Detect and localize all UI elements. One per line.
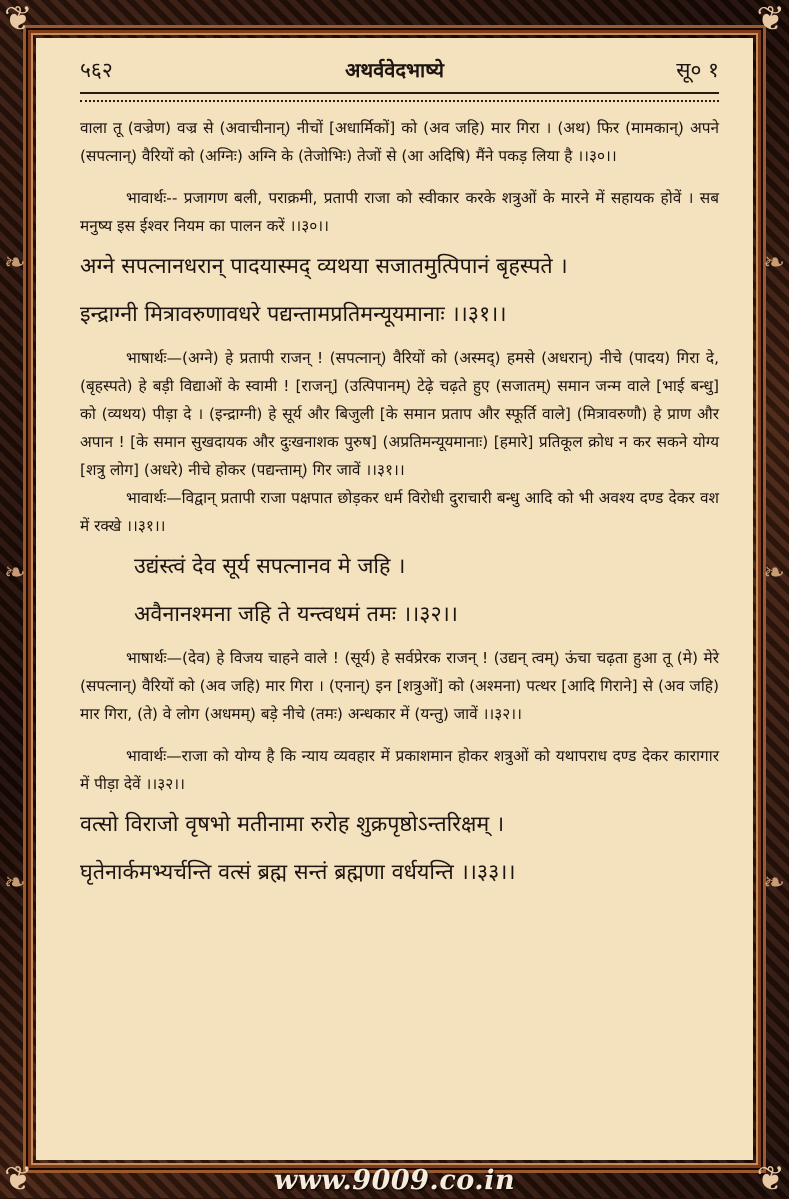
side-ornament-icon: ❧	[763, 870, 785, 896]
verse-33-line-1: वत्सो विराजो वृषभो मतीनामा रुरोह शुक्रपृष्ठोऽन्तरिक्षम् ।	[80, 806, 719, 844]
verse-31-line-2: इन्द्राग्नी मित्रावरुणावधरे पद्यन्तामप्रतिमन्यूयमानाः ।।३१।।	[80, 296, 719, 334]
verse-33-line-2: घृतेनार्कमभ्यर्चन्ति वत्सं ब्रह्म सन्तं ब्रह्मणा वर्धयन्ति ।।३३।।	[80, 854, 719, 892]
book-page	[36, 38, 753, 1160]
side-ornament-icon: ❧	[4, 250, 26, 276]
bhasharth-paragraph: भाषार्थः—(देव) हे विजय चाहने वाले ! (सूर्य) हे सर्वप्रेरक राजन् ! (उद्यन् त्वम्) ऊंचा चढ़ता हुआ तू (मे) मेरे (सपत्नान्) वैरियों को (अव जहि) मार गिरा । (एनान्) इन [शत्रुओं] को (अश्मना) पत्थर [आदि गिराने] से (अव जहि) मार गिरा, (ते) वे लोग (अधमम्) बड़े नीचे (तमः) अन्धकार में (यन्तु) जावें ।।३२।।	[80, 644, 719, 728]
verse-31-line-1: अग्ने सपत्नानधरान् पादयास्मद् व्यथया सजातमुत्पिपानं बृहस्पते ।	[80, 248, 719, 286]
bhavarth-paragraph: भावार्थः—राजा को योग्य है कि न्याय व्यवहार में प्रकाशमान होकर शत्रुओं को यथापराध दण्ड देकर कारागार में पीड़ा देवें ।।३२।।	[80, 742, 719, 798]
page-number: ५६२	[80, 56, 113, 84]
side-ornament-icon: ❧	[763, 250, 785, 276]
side-ornament-icon: ❧	[4, 870, 26, 896]
side-ornament-icon: ❧	[4, 560, 26, 586]
side-ornament-icon: ❧	[763, 560, 785, 586]
corner-ornament-icon: ❦	[4, 2, 33, 36]
bhavarth-paragraph: भावार्थः-- प्रजागण बली, पराक्रमी, प्रतापी राजा को स्वीकार करके शत्रुओं के मारने में सहायक होवें । सब मनुष्य इस ईश्वर नियम का पालन करें ।।३०।।	[80, 184, 719, 240]
corner-ornament-icon: ❦	[757, 1162, 786, 1196]
sukta-number: सू० १	[676, 56, 719, 84]
verse-32-line-2: अवैनानश्मना जहि ते यन्त्वधमं तमः ।।३२।।	[80, 596, 719, 634]
verse-32-line-1: उद्यंस्त्वं देव सूर्य सपत्नानव मे जहि ।	[80, 548, 719, 586]
bhavarth-paragraph: भावार्थः—विद्वान् प्रतापी राजा पक्षपात छोड़कर धर्म विरोधी दुराचारी बन्धु आदि को भी अवश्य दण्ड देकर वश में रक्खे ।।३१।।	[80, 484, 719, 540]
page-header	[80, 56, 719, 92]
corner-ornament-icon: ❦	[4, 1162, 33, 1196]
website-link[interactable]: www.9009.co.in	[0, 1165, 789, 1196]
header-divider	[80, 92, 719, 102]
page-title: अथर्ववेदभाष्ये	[345, 56, 444, 83]
corner-ornament-icon: ❦	[757, 2, 786, 36]
commentary-paragraph: वाला तू (वज्रेण) वज्र से (अवाचीनान्) नीचों [अधार्मिकों] को (अव जहि) मार गिरा । (अथ) फिर (मामकान्) अपने (सपत्नान्) वैरियों को (अग्निः) अग्नि के (तेजोभिः) तेजों से (आ अदिषि) मैंने पकड़ लिया है ।।३०।।	[80, 114, 719, 170]
bhasharth-paragraph: भाषार्थः—(अग्ने) हे प्रतापी राजन् ! (सपत्नान्) वैरियों को (अस्मद्) हमसे (अधरान्) नीचे (पादय) गिरा दे, (बृहस्पते) हे बड़ी विद्याओं के स्वामी ! [राजन्] (उत्पिपानम्) टेढ़े चढ़ते हुए (सजातम्) समान जन्म वाले [भाई बन्धु] को (व्यथय) पीड़ा दे । (इन्द्राग्नी) हे सूर्य और बिजुली [के समान प्रताप और स्फूर्ति वाले] (मित्रावरुणौ) हे प्राण और अपान ! [के समान सुखदायक और दुःखनाशक पुरुष] (अप्रतिमन्यूयमानाः) [हमारे] प्रतिकूल क्रोध न कर सकने योग्य [शत्रु लोग] (अधरे) नीचे होकर (पद्यन्ताम्) गिर जावें ।।३१।।	[80, 344, 719, 484]
